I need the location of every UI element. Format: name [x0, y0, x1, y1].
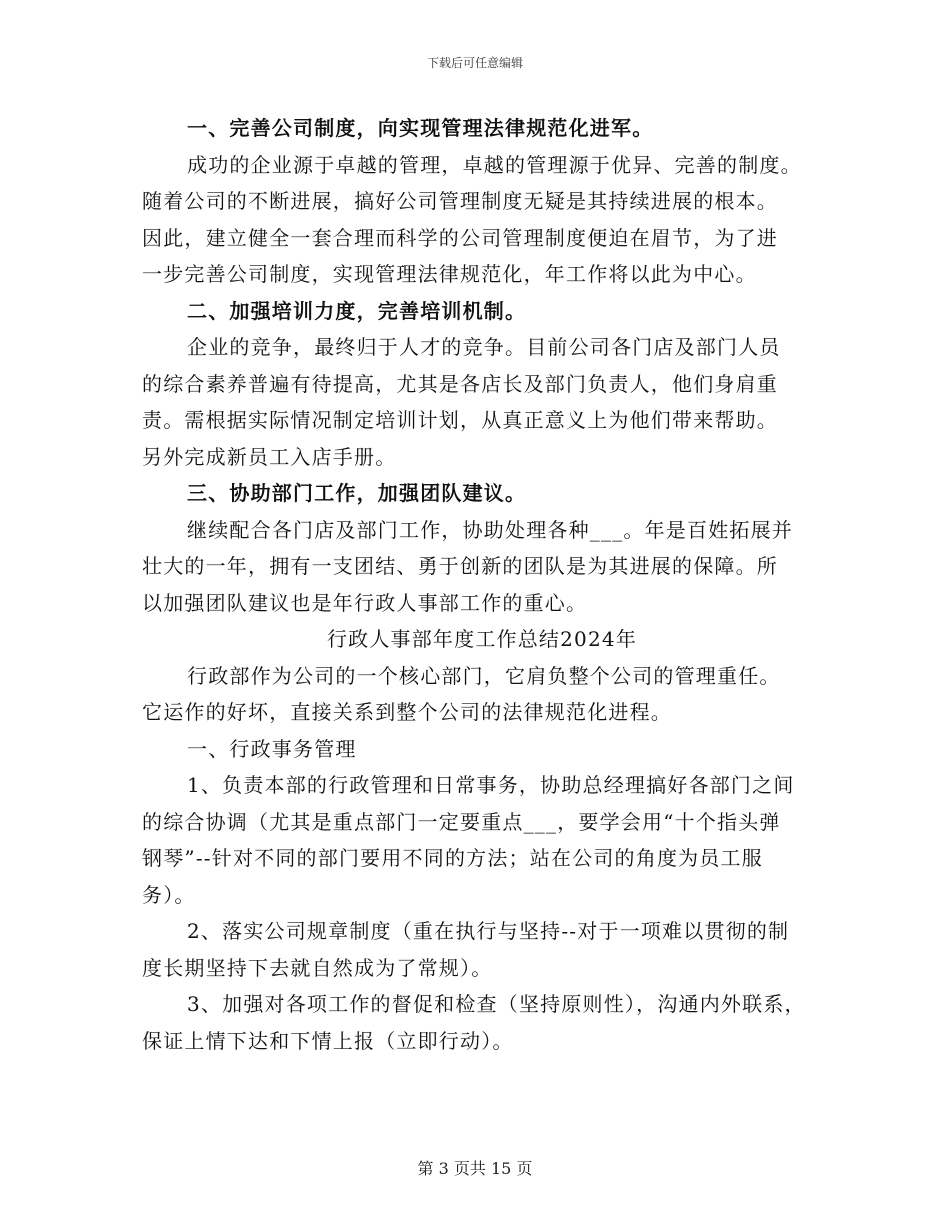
paragraph-line: 因此，建立健全一套合理而科学的公司管理制度便迫在眉节，为了进 — [142, 225, 778, 250]
paragraph-line: 继续配合各门店及部门工作，协助处理各种___。年是百姓拓展并 — [187, 517, 793, 542]
paragraph-line: 企业的竞争，最终归于人才的竞争。目前公司各门店及部门人员 — [187, 335, 781, 359]
paragraph-line: 3、加强对各项工作的督促和检查（坚持原则性），沟通内外联系， — [187, 992, 806, 1016]
paragraph-line: 2、落实公司规章制度（重在执行与坚持--对于一项难以贯彻的制 — [187, 919, 790, 943]
paragraph-line: 1、负责本部的行政管理和日常事务，协助总经理搞好各部门之间 — [187, 773, 795, 797]
paragraph-line: 另外完成新员工入店手册。 — [142, 444, 397, 469]
paragraph-line: 的综合协调（尤其是重点部门一定要重点___，要学会用“十个指头弹 — [142, 809, 781, 834]
page-header: 下载后可任意编辑 — [426, 56, 523, 70]
subsection-heading: 一、行政事务管理 — [187, 736, 357, 761]
paragraph-line: 责。需根据实际情况制定培训计划，从真正意义上为他们带来帮助。 — [142, 408, 778, 432]
section-heading-3: 三、协助部门工作，加强团队建议。 — [187, 481, 527, 505]
paragraph-line: 随着公司的不断进展，搞好公司管理制度无疑是其持续进展的根本。 — [142, 189, 778, 213]
paragraph-line: 以加强团队建议也是年行政人事部工作的重心。 — [142, 590, 588, 615]
paragraph-line: 度长期坚持下去就自然成为了常规）。 — [142, 955, 493, 980]
page-footer: 第 3 页共 15 页 — [417, 1159, 533, 1178]
paragraph-line: 务）。 — [142, 882, 196, 907]
section-heading-2: 二、加强培训力度，完善培训机制。 — [187, 298, 527, 323]
paragraph-line: 成功的企业源于卓越的管理，卓越的管理源于优异、完善的制度。 — [187, 152, 802, 177]
document-body — [142, 110, 822, 1059]
paragraph-line: 的综合素养普遍有待提高，尤其是各店长及部门负责人，他们身肩重 — [142, 371, 778, 396]
paragraph-line: 行政部作为公司的一个核心部门，它肩负整个公司的管理重任。 — [187, 663, 781, 688]
paragraph-line: 钢琴”--针对不同的部门要用不同的方法；站在公司的角度为员工服 — [142, 846, 763, 870]
section-heading-1: 一、完善公司制度，向实现管理法律规范化进军。 — [187, 116, 654, 140]
paragraph-line: 一步完善公司制度，实现管理法律规范化，年工作将以此为中心。 — [142, 262, 757, 286]
paragraph-line: 它运作的好坏，直接关系到整个公司的法律规范化进程。 — [142, 700, 672, 724]
paragraph-line: 壮大的一年，拥有一支团结、勇于创新的团队是为其进展的保障。所 — [142, 554, 778, 578]
document-title: 行政人事部年度工作总结2024年 — [326, 627, 638, 651]
paragraph-line: 保证上情下达和下情上报（立即行动）。 — [142, 1028, 514, 1053]
